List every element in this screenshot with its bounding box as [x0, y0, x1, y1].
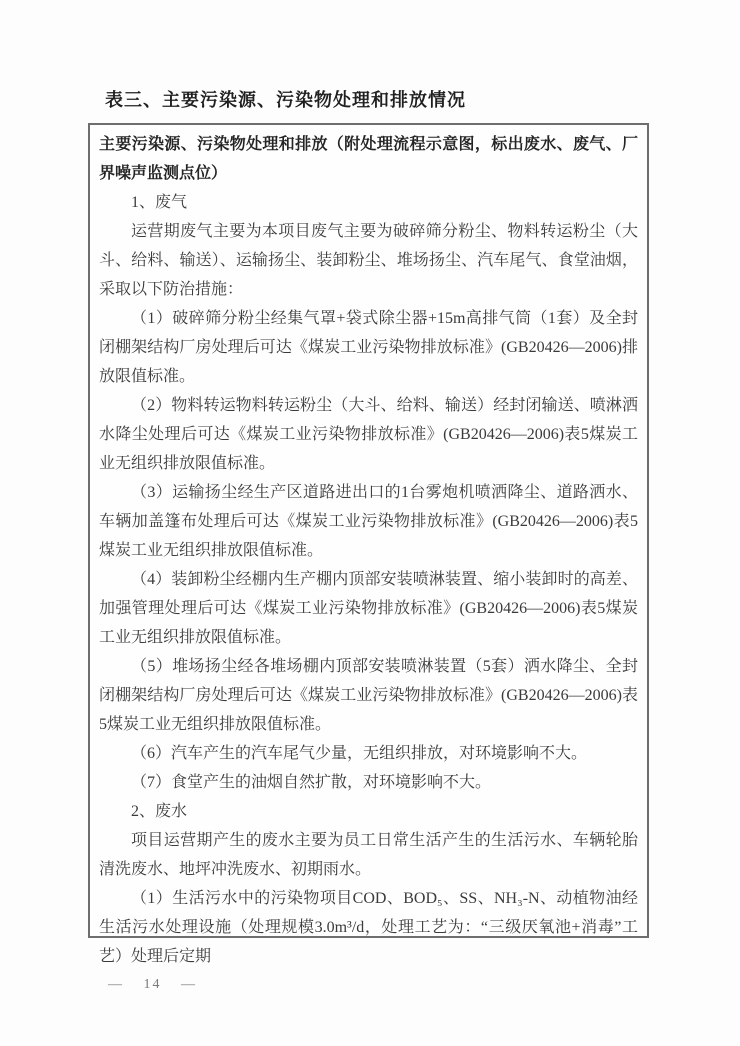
paragraph: （6）汽车产生的汽车尾气少量，无组织排放，对环境影响不大。 — [131, 745, 588, 762]
page-title: 表三、主要污染源、污染物处理和排放情况 — [105, 90, 466, 110]
page-number: — 14 — — [108, 977, 197, 992]
paragraph: （4）装卸粉尘经棚内生产棚内顶部安装喷淋装置、缩小装卸时的高差、加强管理处理后可达《煤炭工业污染物排放标准》(GB20426—2006)表5煤炭工业无组织排放限值标准。 — [99, 571, 638, 646]
paragraph: （7）食堂产生的油烟自然扩散，对环境影响不大。 — [131, 774, 492, 791]
paragraph: （2）物料转运物料转运粉尘（大斗、给料、输送）经封闭输送、喷淋洒水降尘处理后可达《煤炭工业污染物排放标准》(GB20426—2006)表5煤炭工业无组织排放限值标准。 — [99, 397, 638, 472]
paragraph: 2、废水 — [131, 803, 188, 820]
paragraph: （1）破碎筛分粉尘经集气罩+袋式除尘器+15m高排气筒（1套）及全封闭棚架结构厂房处理后可达《煤炭工业污染物排放标准》(GB20426—2006)排放限值标准。 — [99, 310, 638, 385]
paragraph: 1、废气 — [131, 194, 188, 211]
paragraph-list — [99, 188, 638, 971]
content-box — [88, 123, 649, 965]
paragraph: （3）运输扬尘经生产区道路进出口的1台雾炮机喷洒降尘、道路洒水、车辆加盖篷布处理后可达《煤炭工业污染物排放标准》(GB20426—2006)表5煤炭工业无组织排放限值标准。 — [99, 484, 638, 559]
paragraph: （1）生活污水中的污染物项目COD、BOD₅、SS、NH₃-N、动植物油经生活污水处理设施（处理规模3.0m³/d，处理工艺为：“三级厌氧池+消毒”工艺）处理后定期 — [99, 890, 638, 965]
paragraph: （5）堆场扬尘经各堆场棚内顶部安装喷淋装置（5套）洒水降尘、全封闭棚架结构厂房处理后可达《煤炭工业污染物排放标准》(GB20426—2006)表5煤炭工业无组织排放限值标准。 — [99, 658, 638, 733]
box-header: 主要污染源、污染物处理和排放（附处理流程示意图，标出废水、废气、厂界噪声监测点位） — [99, 136, 638, 182]
paragraph: 运营期废气主要为本项目废气主要为破碎筛分粉尘、物料转运粉尘（大斗、给料、输送）、运输扬尘、装卸粉尘、堆场扬尘、汽车尾气、食堂油烟，采取以下防治措施： — [99, 223, 638, 298]
paragraph: 项目运营期产生的废水主要为员工日常生活产生的生活污水、车辆轮胎清洗废水、地坪冲洗废水、初期雨水。 — [99, 832, 638, 878]
